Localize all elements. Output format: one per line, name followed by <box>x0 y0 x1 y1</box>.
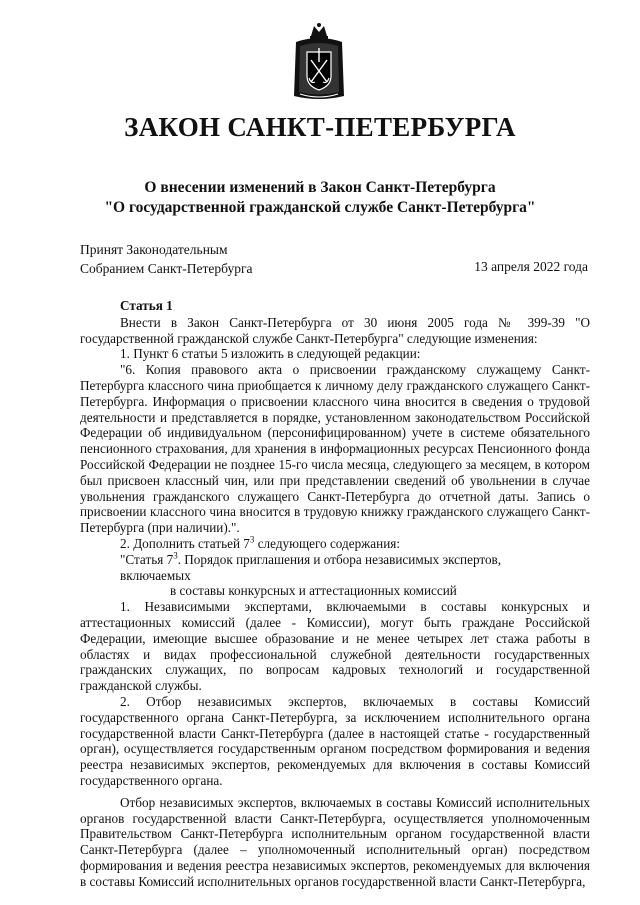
new-article-paragraph-1: 1. Независимыми экспертами, включаемыми в составы конкурсных и аттестационных комиссий (далее - Комиссии), могут быть граждане Российской Федерации, имеющие высшее образование и не менее четырех лет стажа работы в областях и видах профессиональной служебной деятельности государственных гражданских служащих, по вопросам кадровых технологий и государственной гражданской службы. <box>80 599 590 694</box>
point-6-text: "6. Копия правового акта о присвоении гражданскому служащему Санкт-Петербурга классного чина приобщается к личному делу гражданского служащего Санкт-Петербурга. Информация о присвоении классного чина вносится в сведения о трудовой деятельности и представляется в порядке, установленном законодательством Российской Федерации об индивидуальном (персонифицированном) учете в системе обязательного пенсионного страхования, для хранения в информационных ресурсах Пенсионного фонда Российской Федерации не позднее 15-го числа месяца, следующего за месяцем, в котором был присвоен классный чин, или при представлении сведений об увольнении в случае увольнения гражданского служащего Санкт-Петербурга до отчетной даты. Запись о присвоении классного чина вносится в трудовую книжку гражданского служащего Санкт-Петербурга (при наличии).". <box>80 362 590 536</box>
law-subject <box>0 178 640 218</box>
adoption-note <box>80 240 253 278</box>
amendment-item-1: 1. Пункт 6 статьи 5 изложить в следующей редакции: <box>120 346 421 362</box>
new-article-paragraph-2: 2. Отбор независимых экспертов, включаемых в составы Комиссий государственного органа Санкт-Петербурга, за исключением исполнительного органа государственной власти Санкт-Петербурга (далее в настоящей статье - государственный орган), осуществляется государственным органом посредством формирования и ведения реестра независимых экспертов, рекомендуемых для включения в составы Комиссий государственного органа. <box>80 693 590 788</box>
amendment-item-2: 2. Дополнить статьей $7^3$ следующего содержания: <box>120 534 400 551</box>
subject-line-2: "О государственной гражданской службе Санкт-Петербурга" <box>104 199 536 216</box>
adopted-line-2: Собранием Санкт-Петербурга <box>80 261 253 276</box>
law-body <box>80 298 590 889</box>
adoption-date: 13 апреля 2022 года <box>474 259 588 274</box>
article-intro: Внести в Закон Санкт-Петербурга от 30 июня 2005 года № 399-39 "О государственной гражданской службе Санкт-Петербурга" следующие изменения: <box>80 314 590 346</box>
new-article-paragraph-3: Отбор независимых экспертов, включаемых в составы Комиссий исполнительных органов государственной власти Санкт-Петербурга, осуществляется уполномоченным Правительством Санкт-Петербурга исполнительным органом государственной власти Санкт-Петербурга (далее – уполномоченный исполнительный орган) посредством формирования и ведения реестра независимых экспертов, рекомендуемых для включения в составы Комиссий исполнительных органов государственной власти Санкт-Петербурга, <box>80 794 590 889</box>
new-article-title: "Статья $7^3$. Порядок приглашения и отбора независимых экспертов, включаемых в составы конкурсных и аттестационных комиссий <box>120 550 502 599</box>
subject-line-1: О внесении изменений в Закон Санкт-Петербурга <box>144 179 496 196</box>
law-title: ЗАКОН САНКТ-ПЕТЕРБУРГА <box>124 112 516 142</box>
article-heading: Статья 1 <box>120 298 173 313</box>
coat-of-arms-icon <box>290 22 348 102</box>
adopted-line-1: Принят Законодательным <box>80 242 228 257</box>
